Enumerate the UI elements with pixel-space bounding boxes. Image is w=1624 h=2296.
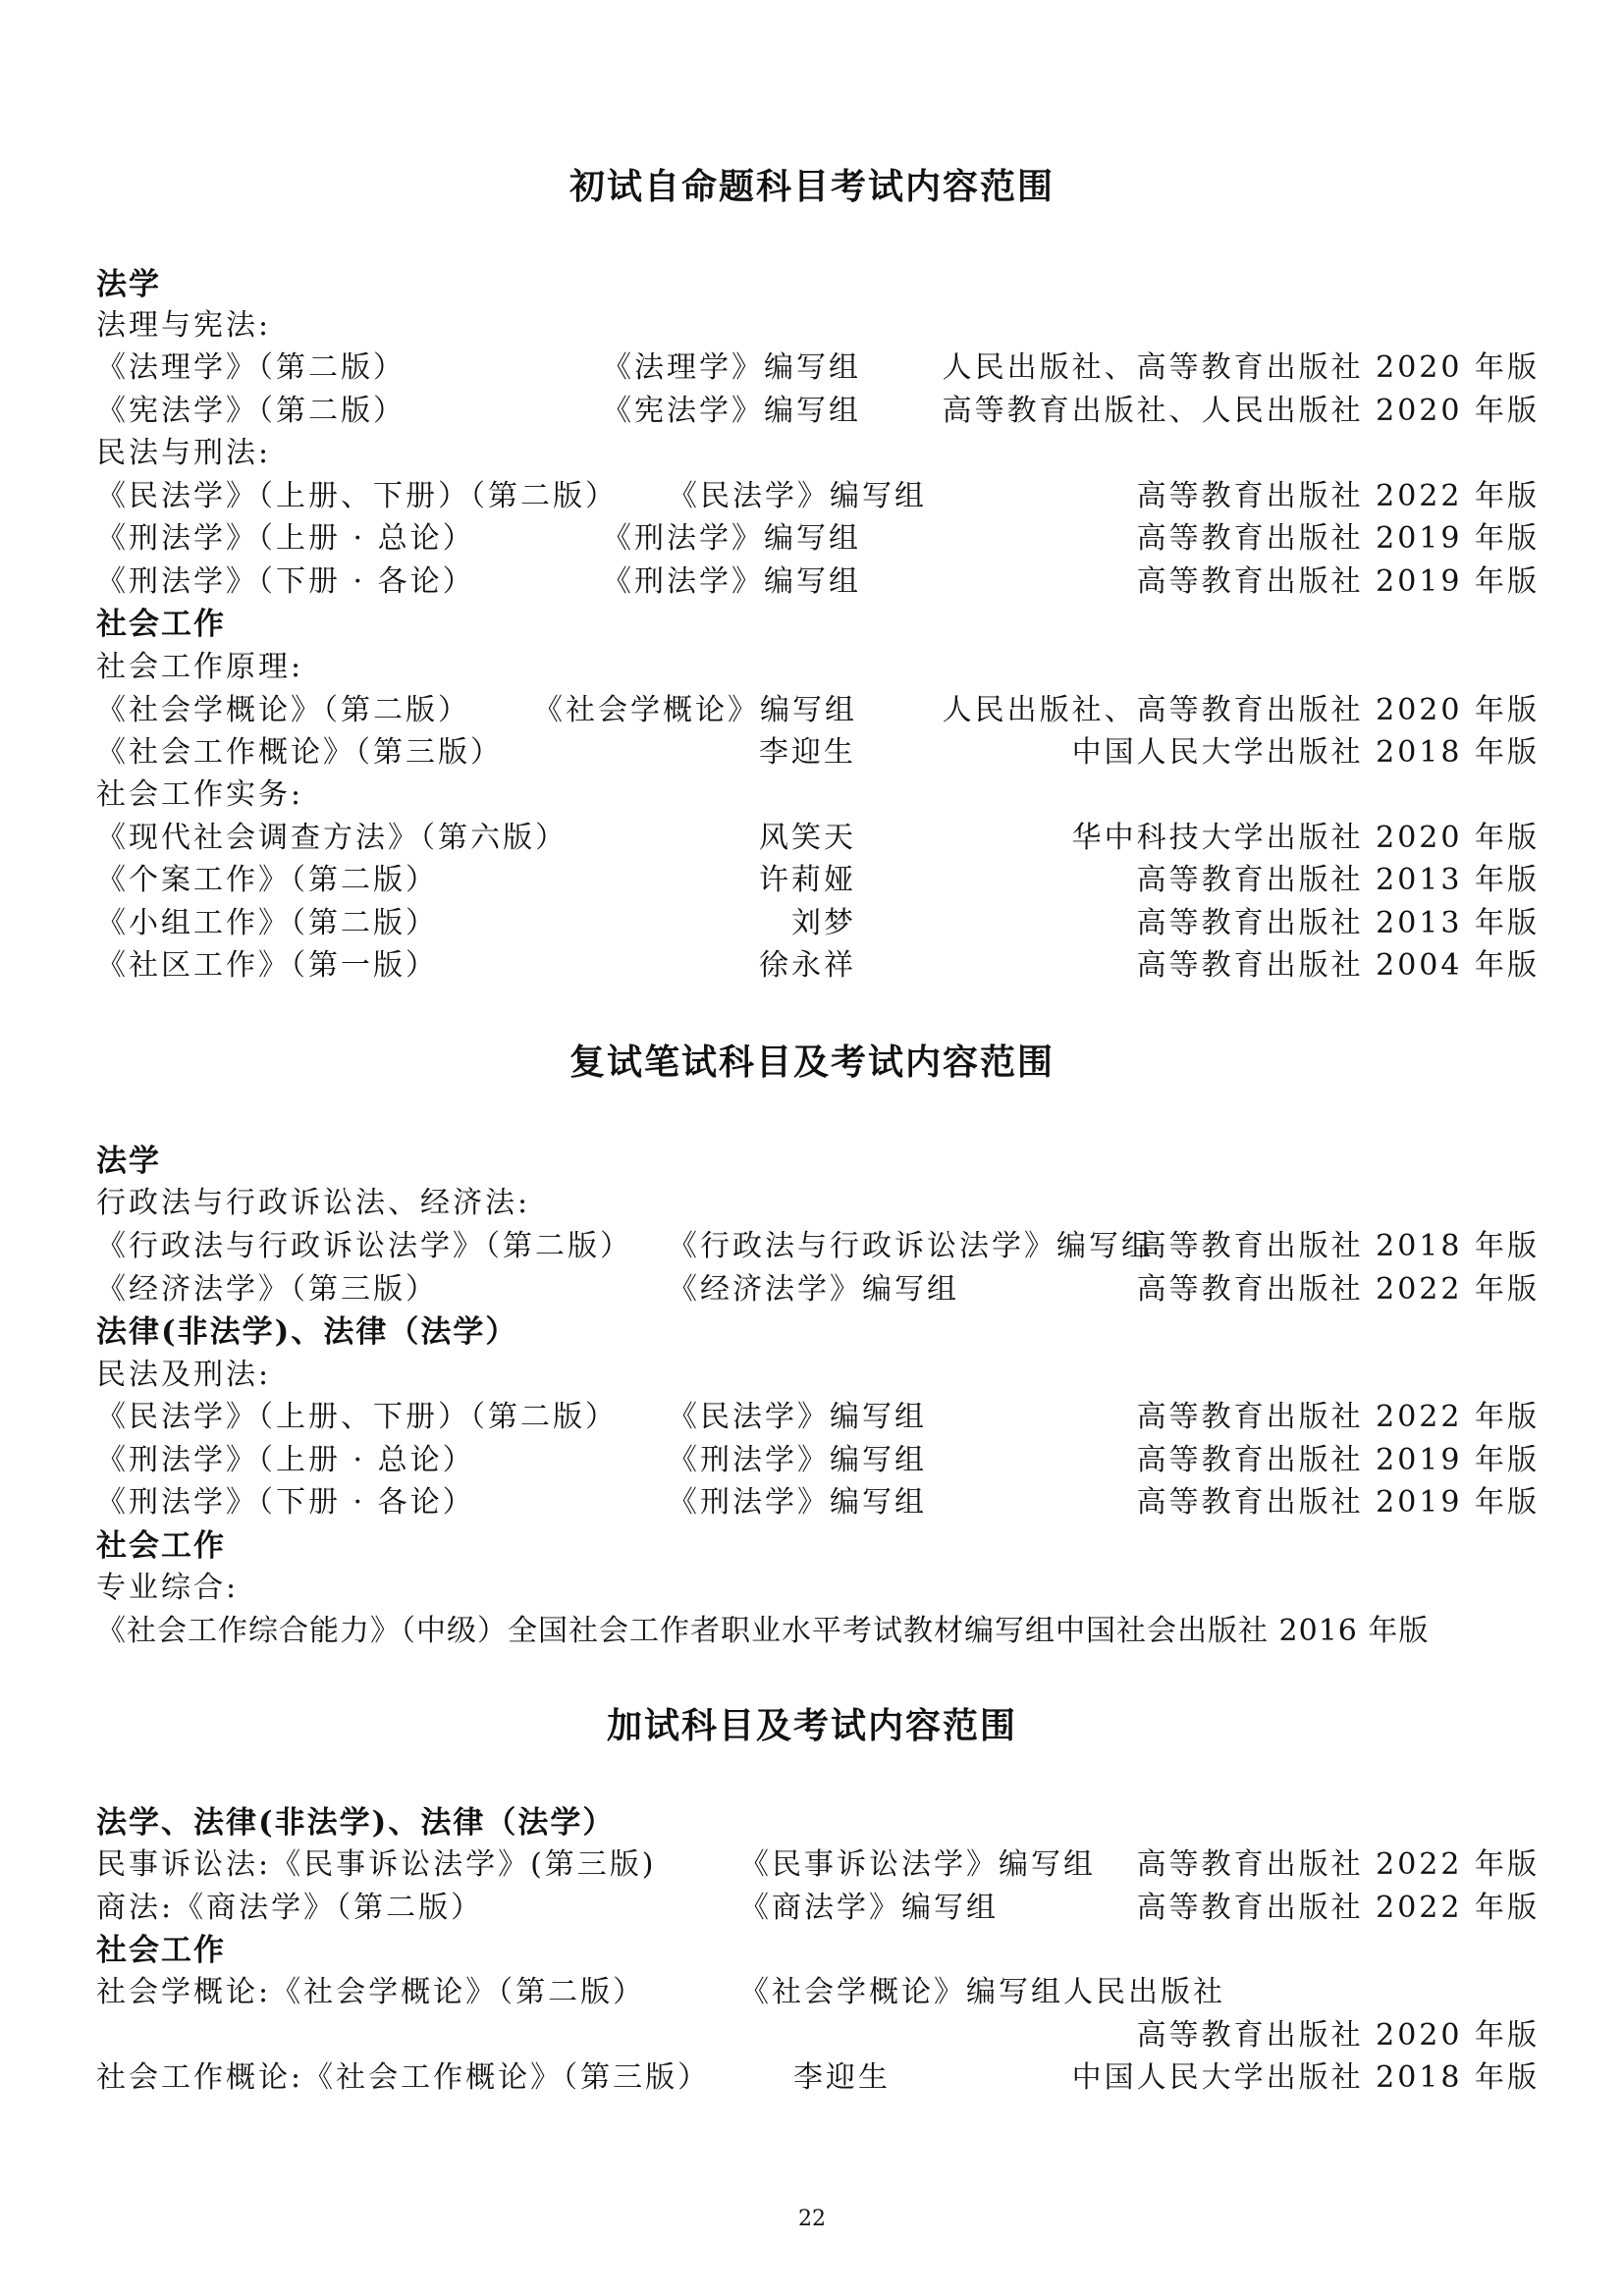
book-row	[96, 557, 1540, 600]
book-row	[96, 1221, 1540, 1264]
book-row	[96, 1606, 1540, 1649]
book-title: 民事诉讼法:《民事诉讼法学》(第三版)	[96, 1847, 657, 1882]
book-publisher: 高等教育出版社 2019 年版	[1136, 521, 1540, 556]
book-publisher: 高等教育出版社、人民出版社 2020 年版	[942, 394, 1540, 428]
book-publisher: 人民出版社、高等教育出版社 2020 年版	[942, 693, 1540, 727]
section-title: 复试笔试科目及考试内容范围	[568, 1041, 1055, 1083]
book-title: 《刑法学》（下册 · 各论）	[96, 564, 475, 599]
book-author: 《社会学概论》编写组	[533, 693, 857, 727]
book-author: 《社会学概论》编写组人民出版社	[739, 1975, 1225, 2009]
subject-label: 专业综合:	[96, 1571, 240, 1605]
book-row	[96, 813, 1540, 856]
book-title: 《个案工作》（第二版）	[96, 863, 438, 897]
book-author: 许莉娅	[759, 863, 856, 897]
book-row	[96, 940, 1540, 984]
book-author: 《刑法学》编写组	[668, 1443, 927, 1477]
book-author: 《刑法学》编写组	[668, 1485, 927, 1520]
book-row	[96, 1883, 1540, 1926]
book-author: 《法理学》编写组	[602, 350, 861, 385]
category-heading: 法学、法律(非法学)、法律（法学）	[96, 1805, 616, 1841]
book-author: 《民法学》编写组	[668, 1400, 927, 1434]
book-publisher: 中国人民大学出版社 2018 年版	[1071, 735, 1540, 770]
book-author: 徐永祥	[759, 948, 856, 983]
book-author: 《民事诉讼法学》编写组	[739, 1847, 1096, 1882]
book-publisher: 高等教育出版社 2022 年版	[1136, 1272, 1540, 1307]
book-title: 《宪法学》（第二版）	[96, 394, 406, 428]
book-row	[96, 2010, 1540, 2054]
subject-label: 民法及刑法:	[96, 1358, 272, 1392]
book-row	[96, 1967, 1540, 2010]
book-title: 社会工作概论:《社会工作概论》（第三版）	[96, 2060, 711, 2095]
subject-label: 法理与宪法:	[96, 308, 272, 343]
book-author: 《宪法学》编写组	[602, 394, 861, 428]
subject-label: 社会工作原理:	[96, 650, 304, 684]
book-row	[96, 727, 1540, 771]
book-publisher: 高等教育出版社 2022 年版	[1136, 1400, 1540, 1434]
section-title: 加试科目及考试内容范围	[606, 1705, 1017, 1746]
book-publisher: 高等教育出版社 2019 年版	[1136, 564, 1540, 599]
book-publisher: 中国人民大学出版社 2018 年版	[1071, 2060, 1540, 2095]
book-publisher: 高等教育出版社 2022 年版	[1136, 479, 1540, 513]
book-row	[96, 513, 1540, 557]
book-title: 《现代社会调查方法》（第六版）	[96, 821, 568, 855]
book-row	[96, 1477, 1540, 1521]
book-title: 《法理学》（第二版）	[96, 350, 406, 385]
subject-label: 行政法与行政诉讼法、经济法:	[96, 1186, 531, 1220]
book-author: 《行政法与行政诉讼法学》编写组	[668, 1229, 1154, 1263]
book-author: 《刑法学》编写组	[602, 564, 861, 599]
subject-label: 民法与刑法:	[96, 436, 272, 470]
book-author: 《民法学》编写组	[668, 479, 927, 513]
book-row	[96, 471, 1540, 514]
book-author: 《商法学》编写组	[739, 1891, 999, 1925]
book-title: 社会学概论:《社会学概论》（第二版）	[96, 1975, 646, 2009]
category-heading: 社会工作	[96, 607, 226, 642]
book-author: 《经济法学》编写组	[668, 1272, 959, 1307]
book-row	[96, 1392, 1540, 1435]
book-title: 《行政法与行政诉讼法学》（第二版）	[96, 1229, 632, 1263]
book-title: 《小组工作》（第二版）	[96, 906, 438, 940]
book-title: 《社会工作概论》（第三版）	[96, 735, 503, 770]
book-row	[96, 1840, 1540, 1883]
category-heading: 法律(非法学)、法律（法学）	[96, 1314, 518, 1350]
book-publisher: 高等教育出版社 2013 年版	[1136, 906, 1540, 940]
book-row	[96, 2053, 1540, 2096]
book-title: 商法:《商法学》（第二版）	[96, 1891, 484, 1925]
book-publisher: 高等教育出版社 2020 年版	[1136, 2018, 1540, 2053]
book-title: 《刑法学》（上册 · 总论）	[96, 521, 475, 556]
page-number: 22	[798, 2207, 826, 2231]
book-author: 李迎生	[759, 735, 856, 770]
book-row	[96, 386, 1540, 429]
book-publisher: 华中科技大学出版社 2020 年版	[1071, 821, 1540, 855]
book-title: 《经济法学》（第三版）	[96, 1272, 438, 1307]
book-row	[96, 855, 1540, 898]
category-heading: 法学	[96, 267, 161, 302]
book-title: 《社会学概论》（第二版）	[96, 693, 470, 727]
book-row	[96, 898, 1540, 941]
book-title: 《社会工作综合能力》（中级）全国社会工作者职业水平考试教材编写组中国社会出版社 2016 年版	[96, 1614, 1430, 1648]
subject-label: 社会工作实务:	[96, 777, 304, 812]
book-publisher: 高等教育出版社 2018 年版	[1136, 1229, 1540, 1263]
book-author: 《刑法学》编写组	[602, 521, 861, 556]
book-publisher: 高等教育出版社 2019 年版	[1136, 1443, 1540, 1477]
category-heading: 法学	[96, 1144, 161, 1179]
book-title: 《民法学》（上册、下册）（第二版）	[96, 1400, 618, 1434]
book-publisher: 高等教育出版社 2013 年版	[1136, 863, 1540, 897]
book-row	[96, 343, 1540, 386]
book-author: 刘梦	[791, 906, 856, 940]
book-publisher: 高等教育出版社 2022 年版	[1136, 1891, 1540, 1925]
book-author: 风笑天	[759, 821, 856, 855]
book-title: 《社区工作》（第一版）	[96, 948, 438, 983]
book-title: 《民法学》（上册、下册）（第二版）	[96, 479, 618, 513]
book-publisher: 高等教育出版社 2004 年版	[1136, 948, 1540, 983]
book-publisher: 高等教育出版社 2022 年版	[1136, 1847, 1540, 1882]
book-row	[96, 685, 1540, 728]
book-title: 《刑法学》（下册 · 各论）	[96, 1485, 475, 1520]
category-heading: 社会工作	[96, 1528, 226, 1564]
category-heading: 社会工作	[96, 1933, 226, 1968]
book-publisher: 高等教育出版社 2019 年版	[1136, 1485, 1540, 1520]
book-title: 《刑法学》（上册 · 总论）	[96, 1443, 475, 1477]
book-publisher: 人民出版社、高等教育出版社 2020 年版	[942, 350, 1540, 385]
book-author: 李迎生	[793, 2060, 891, 2095]
book-row	[96, 1435, 1540, 1478]
book-row	[96, 1264, 1540, 1308]
section-title: 初试自命题科目考试内容范围	[568, 166, 1055, 207]
